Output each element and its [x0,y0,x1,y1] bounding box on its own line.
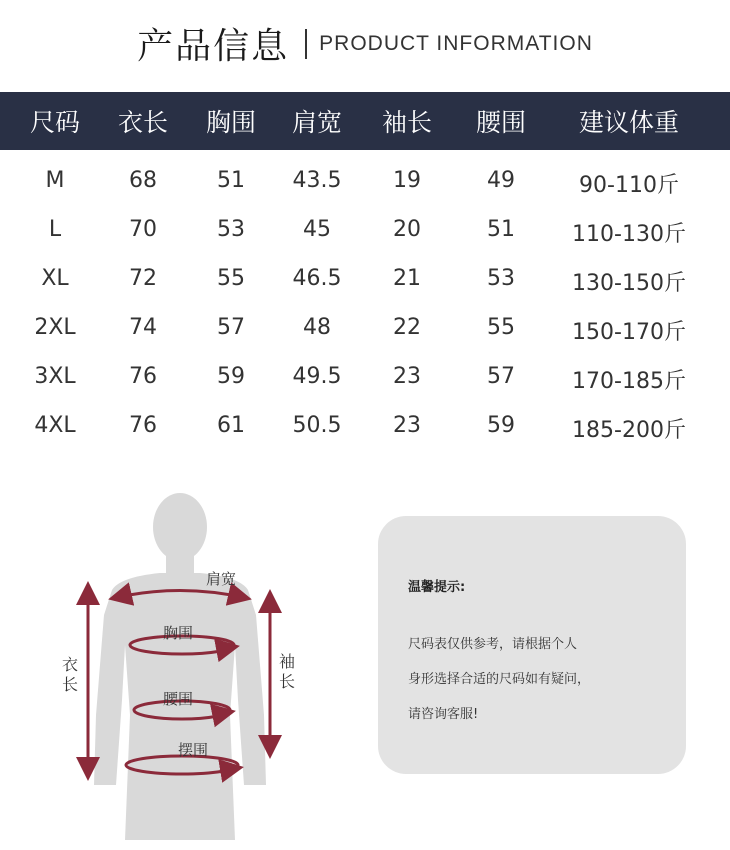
cell-sleeve: 21 [393,266,421,291]
cell-chest: 61 [217,413,245,438]
cell-weight: 90-110斤 [579,173,679,198]
cell-size: 2XL [34,315,76,340]
cell-size: L [48,217,62,242]
cell-chest: 57 [217,315,245,340]
cell-sleeve: 19 [393,168,421,193]
cell-shoulder: 45 [303,217,331,242]
size-table-header [0,92,730,150]
table-row [0,266,730,315]
col-header-shoulder: 肩宽 [291,108,343,137]
cell-waist: 49 [487,168,515,193]
tip-line: 尺码表仅供参考，请根据个人 [408,637,578,652]
cell-weight: 170-185斤 [572,369,686,394]
size-table-body [0,168,730,462]
cell-size: 4XL [34,413,76,438]
cell-chest: 59 [217,364,245,389]
cell-size: M [45,168,65,193]
label-length-bottom: 长 [62,675,79,694]
label-sleeve-bottom: 长 [279,672,296,691]
cell-sleeve: 20 [393,217,421,242]
table-row [0,364,730,413]
label-length-top: 衣 [62,655,79,674]
cell-shoulder: 43.5 [292,168,342,193]
cell-waist: 51 [487,217,515,242]
cell-length: 72 [129,266,157,291]
cell-waist: 55 [487,315,515,340]
cell-weight: 185-200斤 [572,418,686,443]
cell-weight: 150-170斤 [572,320,686,345]
label-chest: 胸围 [163,624,194,642]
title-english: PRODUCT INFORMATION [319,31,593,55]
cell-chest: 53 [217,217,245,242]
cell-length: 76 [129,413,157,438]
cell-waist: 57 [487,364,515,389]
cell-length: 74 [129,315,157,340]
body-silhouette [94,493,266,840]
cell-waist: 53 [487,266,515,291]
col-header-waist: 腰围 [475,108,527,137]
title-chinese: 产品信息 [137,26,290,67]
cell-weight: 130-150斤 [572,271,686,296]
cell-waist: 59 [487,413,515,438]
label-hem: 摆围 [178,741,209,759]
cell-length: 70 [129,217,157,242]
table-row [0,217,730,266]
label-waist: 腰围 [163,690,194,708]
tip-box [378,516,686,774]
col-header-chest: 胸围 [205,108,257,137]
cell-shoulder: 49.5 [292,364,342,389]
cell-length: 76 [129,364,157,389]
col-header-weight: 建议体重 [578,108,680,137]
title-divider [305,29,307,59]
cell-sleeve: 23 [393,364,421,389]
table-row [0,315,730,364]
col-header-length: 衣长 [117,108,169,137]
cell-sleeve: 22 [393,315,421,340]
page-title [0,18,730,69]
tip-line: 请咨询客服! [408,707,479,722]
tip-title: 温馨提示: [408,580,466,595]
table-row [0,413,730,462]
cell-shoulder: 48 [303,315,331,340]
cell-length: 68 [129,168,157,193]
measurement-diagram [30,485,330,840]
col-header-sleeve: 袖长 [381,108,433,137]
label-shoulder: 肩宽 [206,570,237,588]
tip-line: 身形选择合适的尺码如有疑问， [408,672,591,687]
cell-shoulder: 46.5 [292,266,342,291]
cell-chest: 55 [217,266,245,291]
cell-chest: 51 [217,168,245,193]
label-sleeve-top: 袖 [279,652,296,671]
col-header-size: 尺码 [29,108,81,137]
cell-size: XL [41,266,69,291]
table-row [0,168,730,217]
cell-sleeve: 23 [393,413,421,438]
cell-shoulder: 50.5 [292,413,342,438]
cell-size: 3XL [34,364,76,389]
cell-weight: 110-130斤 [572,222,686,247]
